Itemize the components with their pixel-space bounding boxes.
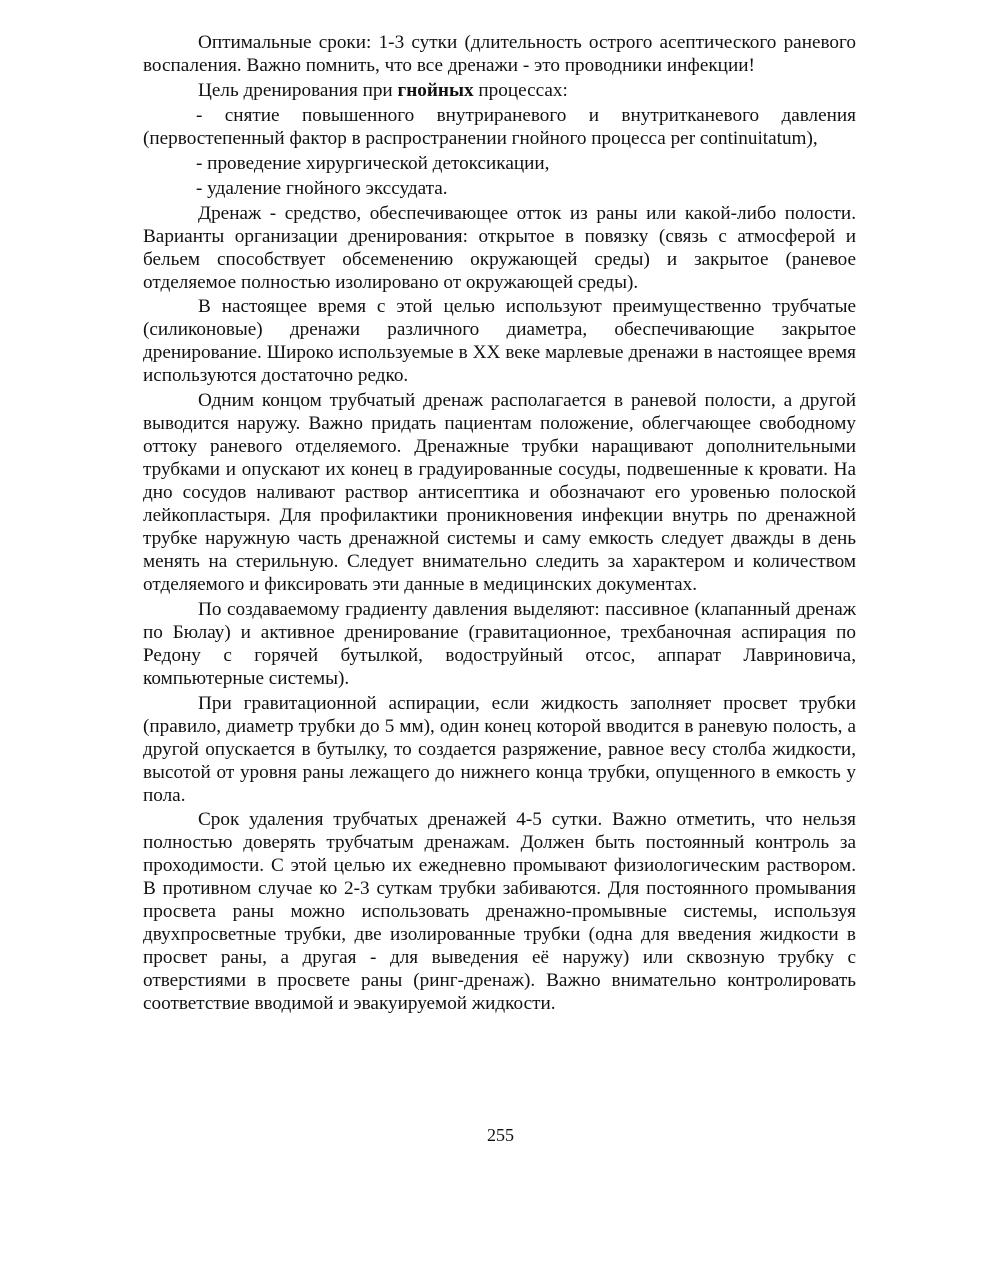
paragraph-drainage-definition: Дренаж - средство, обеспечивающее отток из раны или какой-либо полости. Варианты организации дренирования: открытое в повязку (связь с атмосферой и бельем способствует обсеменению окружающей среды) и закрытое (раневое отделяемое полностью изолировано от окружающей среды). [143,202,856,293]
goal-text-end: процессах: [473,79,568,101]
goal-text-bold: гнойных [397,79,474,101]
page-number: 255 [487,1125,514,1145]
paragraph-drain-placement: Одним концом трубчатый дренаж располагается в раневой полости, а другой выводится наружу. Важно придать пациентам положение, облегчающее свободному оттоку раневого отделяемого. Дренажные трубки наращивают дополнительными трубками и опускают их конец в градуированные сосуды, подвешенные к кровати. На дно сосудов наливают раствор антисептика и обозначают его уровенью полоской лейкопластыря. Для профилактики проникновения инфекции внутрь по дренажной трубке наружную часть дренажной системы и саму емкость следует дважды в день менять на стерильную. Следует внимательно следить за характером и количеством отделяемого и фиксировать эти данные в медицинских документах. [143,390,856,595]
paragraph-pressure-gradient: По создаваемому градиенту давления выделяют: пассивное (клапанный дренаж по Бюлау) и активное дренирование (гравитационное, трехбаночная аспирация по Редону с горячей бутылкой, водоструйный отсос, аппарат Лавриновича, компьютерные системы). [143,598,856,689]
list-item: - снятие повышенного внутрираневого и внутритканевого давления (первостепенный фактор в распространении гнойного процесса per continuitatum), [143,104,856,149]
paragraph-removal-terms: Срок удаления трубчатых дренажей 4-5 сутки. Важно отметить, что нельзя полностью доверять трубчатым дренажам. Должен быть постоянный контроль за проходимости. С этой целью их ежедневно промывают физиологическим раствором. В противном случае ко 2-3 суткам трубки забиваются. Для постоянного промывания просвета раны можно использовать дренажно-промывные системы, используя двухпросветные трубки, две изолированные трубки (одна для введения жидкости в просвет раны, а другая - для выведения её наружу) или сквозную трубку с отверстиями в просвете раны (ринг-дренаж). Важно внимательно контролировать соответствие вводимой и эвакуируемой жидкости. [143,809,856,1015]
paragraph-tubular-drains: В настоящее время с этой целью используют преимущественно трубчатые (силиконовые) дренажи различного диаметра, обеспечивающие закрытое дренирование. Широко используемые в XX веке марлевые дренажи в настоящее время используются достаточно редко. [143,296,856,387]
list-item: - удаление гнойного экссудата. [196,177,448,199]
goal-text-start: Цель дренирования при [198,79,398,101]
list-item: - проведение хирургической детоксикации, [196,152,550,174]
page-body [143,32,856,1016]
paragraph-gravitational-aspiration: При гравитационной аспирации, если жидкость заполняет просвет трубки (правило, диаметр трубки до 5 мм), один конец которой вводится в раневую полость, а другой опускается в бутылку, то создается разряжение, равное весу столба жидкости, высотой от уровня раны лежащего до нижнего конца трубки, опущенного в емкость у пола. [143,692,856,806]
paragraph-drainage-goal [143,80,856,103]
paragraph-optimal-terms: Оптимальные сроки: 1-3 сутки (длительность острого асептического раневого воспаления. Важно помнить, что все дренажи - это проводники инфекции! [143,32,856,76]
